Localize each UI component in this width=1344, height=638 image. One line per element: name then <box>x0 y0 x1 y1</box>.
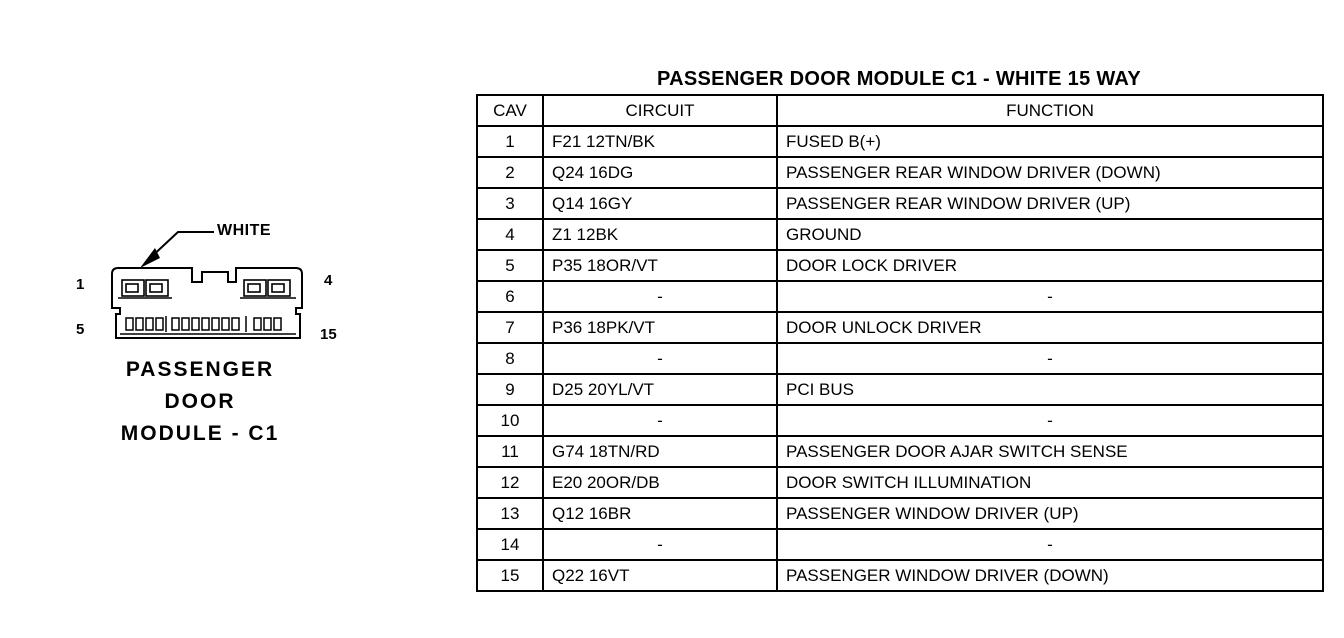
table-row <box>477 560 1323 591</box>
circuit-cell: P36 18PK/VT <box>543 312 777 343</box>
header-cav: CAV <box>477 95 543 126</box>
cav-cell: 15 <box>477 560 543 591</box>
function-cell: GROUND <box>777 219 1323 250</box>
cav-cell: 2 <box>477 157 543 188</box>
function-cell: PASSENGER REAR WINDOW DRIVER (UP) <box>777 188 1323 219</box>
cav-cell: 3 <box>477 188 543 219</box>
connector-caption-line: DOOR <box>164 390 236 413</box>
connector-drawing <box>60 210 360 350</box>
cav-cell: 11 <box>477 436 543 467</box>
circuit-cell: D25 20YL/VT <box>543 374 777 405</box>
table-row <box>477 498 1323 529</box>
connector-caption-line: PASSENGER <box>125 358 275 381</box>
cav-cell: 14 <box>477 529 543 560</box>
pin-label-first-top: 1 <box>76 276 85 293</box>
circuit-cell: - <box>543 343 777 374</box>
pin-label-first-bottom: 5 <box>76 321 85 338</box>
cav-cell: 5 <box>477 250 543 281</box>
table-row <box>477 343 1323 374</box>
cav-cell: 6 <box>477 281 543 312</box>
table-row <box>477 467 1323 498</box>
function-cell: DOOR UNLOCK DRIVER <box>777 312 1323 343</box>
circuit-cell: F21 12TN/BK <box>543 126 777 157</box>
circuit-cell: Q24 16DG <box>543 157 777 188</box>
table-row <box>477 374 1323 405</box>
table-row <box>477 436 1323 467</box>
function-cell: DOOR LOCK DRIVER <box>777 250 1323 281</box>
cav-cell: 7 <box>477 312 543 343</box>
table-row <box>477 529 1323 560</box>
function-cell: - <box>777 529 1323 560</box>
connector-caption-line: MODULE - C1 <box>120 422 280 445</box>
table-row <box>477 126 1323 157</box>
table-row <box>477 312 1323 343</box>
function-cell: PASSENGER WINDOW DRIVER (DOWN) <box>777 560 1323 591</box>
function-cell: - <box>777 343 1323 374</box>
table-row <box>477 250 1323 281</box>
function-cell: FUSED B(+) <box>777 126 1323 157</box>
table-row <box>477 405 1323 436</box>
circuit-cell: Q14 16GY <box>543 188 777 219</box>
circuit-cell: G74 18TN/RD <box>543 436 777 467</box>
table-row <box>477 157 1323 188</box>
table-row <box>477 188 1323 219</box>
circuit-cell: - <box>543 529 777 560</box>
function-cell: PASSENGER REAR WINDOW DRIVER (DOWN) <box>777 157 1323 188</box>
circuit-cell: Q22 16VT <box>543 560 777 591</box>
cav-cell: 9 <box>477 374 543 405</box>
table-title: PASSENGER DOOR MODULE C1 - WHITE 15 WAY <box>657 68 1141 90</box>
circuit-cell: - <box>543 281 777 312</box>
cav-cell: 10 <box>477 405 543 436</box>
header-circuit: CIRCUIT <box>543 95 777 126</box>
pinout-table <box>476 94 1324 592</box>
bottom-terminals <box>120 316 296 334</box>
circuit-cell: Z1 12BK <box>543 219 777 250</box>
function-cell: PCI BUS <box>777 374 1323 405</box>
function-cell: - <box>777 405 1323 436</box>
table-header-row <box>477 95 1323 126</box>
circuit-cell: E20 20OR/DB <box>543 467 777 498</box>
function-cell: DOOR SWITCH ILLUMINATION <box>777 467 1323 498</box>
circuit-cell: - <box>543 405 777 436</box>
top-terminals <box>118 280 296 298</box>
cav-cell: 8 <box>477 343 543 374</box>
circuit-cell: P35 18OR/VT <box>543 250 777 281</box>
color-label: WHITE <box>217 222 272 239</box>
pin-label-last-top: 4 <box>324 272 333 289</box>
cav-cell: 4 <box>477 219 543 250</box>
cav-cell: 13 <box>477 498 543 529</box>
pin-label-last-bottom: 15 <box>320 326 337 343</box>
table-row <box>477 281 1323 312</box>
function-cell: - <box>777 281 1323 312</box>
circuit-cell: Q12 16BR <box>543 498 777 529</box>
function-cell: PASSENGER DOOR AJAR SWITCH SENSE <box>777 436 1323 467</box>
cav-cell: 1 <box>477 126 543 157</box>
cav-cell: 12 <box>477 467 543 498</box>
table-row <box>477 219 1323 250</box>
header-function: FUNCTION <box>777 95 1323 126</box>
table-body <box>477 126 1323 591</box>
function-cell: PASSENGER WINDOW DRIVER (UP) <box>777 498 1323 529</box>
connector-diagram <box>60 210 360 460</box>
